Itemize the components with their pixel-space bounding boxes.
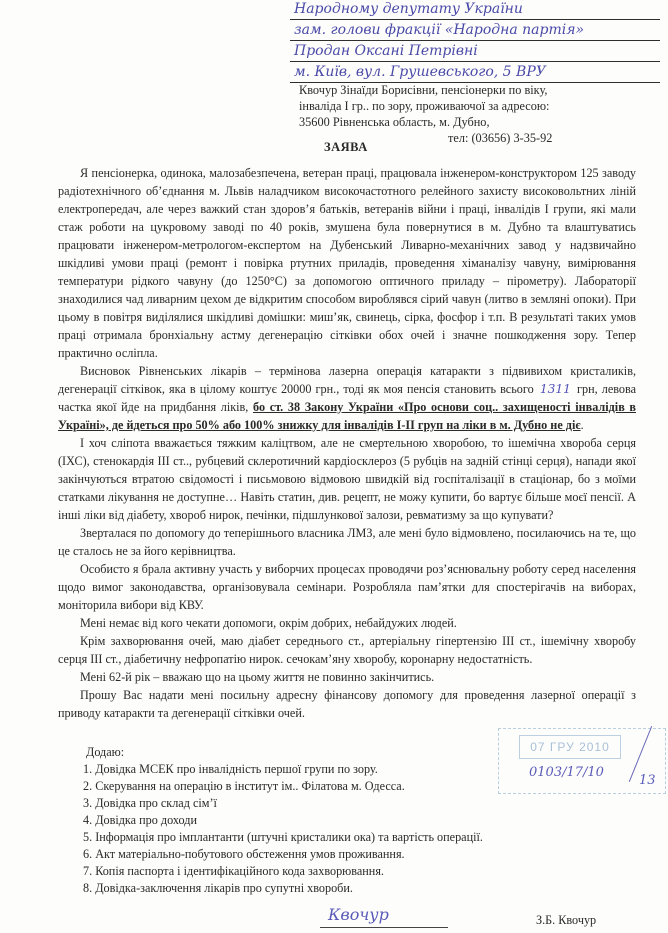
attachments-list	[80, 761, 490, 897]
paragraph: Мені 62-й рік – вважаю що на цьому життя не повинно закінчитись.	[80, 670, 435, 684]
paragraph: Мені немає від кого чекати допомоги, окрім добрих, небайдужих людей.	[80, 616, 457, 630]
addressee-block	[290, 0, 660, 84]
handwritten-signature: Квочур	[328, 905, 389, 924]
attachment-item: 8. Довідка-заключення лікарів про супутні хвороби.	[83, 881, 353, 895]
document-title: ЗАЯВА	[324, 140, 368, 154]
handwritten-pension-amount: 1311	[539, 382, 571, 396]
paragraph: Особисто я брала активну участь у виборчих процесах проводячи роз’яснювальну роботу серед населення щодо вимог законодавства, організовувала семінари. Розробляла пам’ятки для спостерігачів на виборах, моніторила вибори від КВУ.	[58, 562, 636, 612]
addressee-line: зам. голови фракції «Народна партія»	[290, 21, 660, 41]
addressee-line: Народному депутату України	[290, 0, 660, 20]
attachment-item: 5. Інформація про імплантанти (штучні кристалики ока) та вартість операції.	[83, 830, 483, 844]
signature-row	[58, 903, 636, 933]
addressee-line: Продан Оксані Петрівні	[290, 42, 660, 62]
paragraph-text: Висновок Рівненських лікарів – термінова лазерна операція катаракти з підвивихом кристаликів, дегенерації сітківок, яка в цілому коштує 20000 грн., тоді як моя пенсія становить всього	[58, 364, 636, 396]
attachment-item: 1. Довідка МСЕК про інвалідність першої групи по зору.	[83, 762, 378, 776]
stamp-handwritten-mark: 13	[639, 773, 656, 788]
sender-status: інваліда І гр.. по зору, проживаючої за адресою:	[299, 99, 550, 113]
sender-name: Квочур Зінаїди Борисівни, пенсіонерки по віку,	[299, 83, 548, 97]
paragraph: Зверталася по допомогу до теперішнього власника ЛМЗ, але мені було відмовлено, посилаючись на те, що це сталось не за його керівництва.	[58, 526, 636, 558]
attachments-block	[80, 744, 490, 897]
signer-name: З.Б. Квочур	[536, 913, 597, 927]
document-flow	[58, 164, 636, 933]
attachments-heading: Додаю:	[86, 745, 125, 759]
paragraph: І хоч сліпота вважається тяжким каліцтвом, але не смертельною хворобою, то ішемічна хвороба серця (ІХС), стенокардія ІІІ ст.., рубцевий склеротичний кардіосклероз (5 рубців на задній стінці серця), напади якої закінчуються втратою свідомості і письмовою відмовою швидкій від госпіталізації в стаціонар, бо з моїми статками лікування не доступне… Навіть статин, див. рецепт, не можу купити, бо вартує більше моєї пенсії. А інші ліки від діабету, хвороб нирок, печінки, підшлункової залози, ревматизму за що купувати?	[58, 436, 636, 522]
sender-address: 35600 Рівненська область, м. Дубно,	[299, 115, 490, 129]
attachment-item: 4. Довідка про доходи	[83, 813, 197, 827]
stamp-registration-number: 0103/17/10	[529, 765, 604, 780]
sender-phone: тел: (03656) 3-35-92	[448, 131, 553, 145]
paragraph: Я пенсіонерка, одинока, малозабезпечена, ветеран праці, працювала інженером-конструктором 125 заводу радіотехнічного об’єднання м. Львів наладчиком високочастотного релейного захисту високовольтних ліній електропередач, але через важкий стан здоров’я батьків, ветеранів війни і праці, інвалідів І групи, які мали стаж роботи на цукровому заводі по 40 років, змушена була повернутися в м. Дубно та влаштуватись працювати інженером-метрологом-експертом на Дубенський Ливарно-механічних завод у надзвичайно шкідливі умови праці (ремонт і повірка ртутних приладів, проведення хіманалізу чавуну, вимірювання температури рідкого чавуну (до 1250°С) за допомогою оптичного приладу – пірометру). Лабораторії знаходилися чад ливарним цехом де відкритим способом вироблявся сірий чавун (литво в земляні опоки). При цьому в повітря виділялися шкідливі домішки: миш’як, свинець, сірка, фосфор і т.п. В результаті таких умов праці отримала бронхіальну астму дегенерацію сітківки обох очей і значне пошкодження зору. Тепер практично осліпла.	[58, 166, 636, 360]
attachment-item: 2. Скерування на операцію в інститут ім.. Філатова м. Одесса.	[83, 779, 405, 793]
attachment-item: 6. Акт матеріально-побутового обстеження умов проживання.	[83, 847, 405, 861]
attachment-item: 7. Копія паспорта і ідентифікаційного кода захворювання.	[83, 864, 384, 878]
paragraph-text: грн, левова частка якої йде на придбання ліків,	[58, 382, 637, 414]
registration-stamp	[498, 728, 666, 794]
paragraph: Крім захворювання очей, маю діабет середнього ст., артеріальну гіпертензію ІІІ ст., ішемічну хворобу серця ІІІ ст., діабетичну нефропатію нирок. сечокам’яну хворобу, коронарну недостатність.	[58, 634, 636, 666]
sender-block	[299, 82, 552, 146]
paragraph: Прошу Вас надати мені посильну адресну фінансову допомогу для проведення лазерної операції з приводу катаракти та дегенерації сітківки очей.	[58, 688, 636, 720]
paragraph-text: .	[580, 418, 584, 432]
addressee-line: м. Київ, вул. Грушевського, 5 ВРУ	[290, 63, 660, 83]
attachment-item: 3. Довідка про склад сім’ї	[83, 796, 217, 810]
paragraph-pension	[58, 362, 636, 434]
law-reference: бо ст. 38 Закону України «Про основи соц.. захищеності інвалідів в Україні», де йдеться про 50% або 100% знижку для інвалідів І-ІІ груп на ліки в м. Дубно не діє	[58, 400, 637, 432]
stamp-date: 07 ГРУ 2010	[519, 735, 621, 759]
document-body	[58, 164, 636, 722]
signature-line	[320, 903, 448, 928]
